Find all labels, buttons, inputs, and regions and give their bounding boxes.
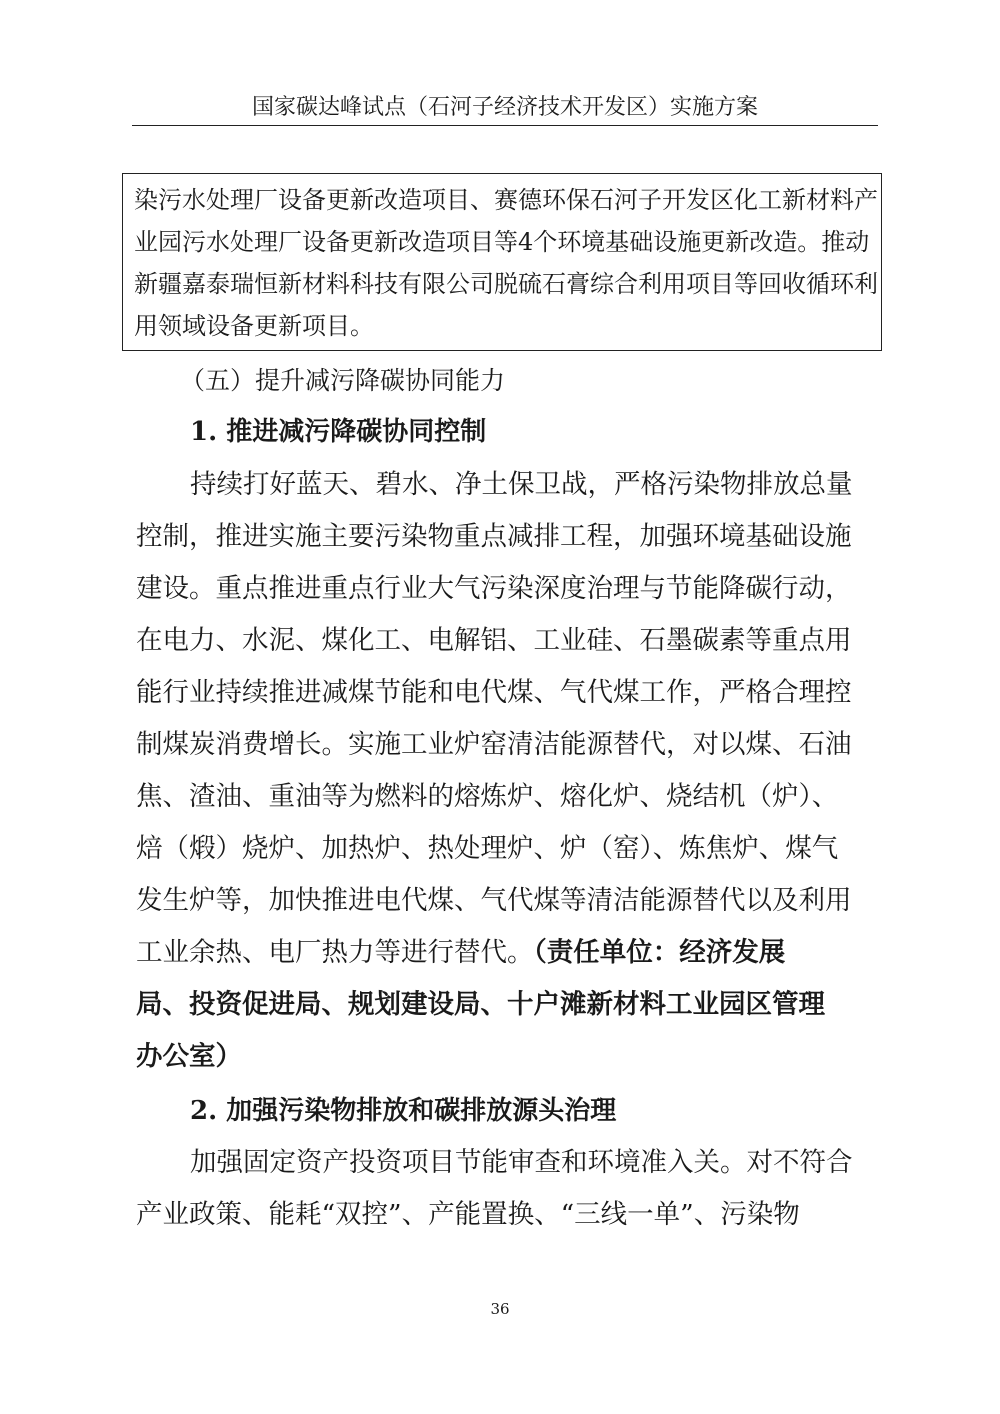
box-line: 业园污水处理厂设备更新改造项目等4个环境基础设施更新改造。推动 [134,228,870,256]
paragraph-line: 焦、渣油、重油等为燃料的熔炼炉、熔化炉、烧结机（炉）、 [136,781,839,812]
subheading-2: 2. 加强污染物排放和碳排放源头治理 [190,1096,617,1126]
paragraph-line: 发生炉等，加快推进电代煤、气代煤等清洁能源替代以及利用 [136,885,852,916]
box-line: 用领域设备更新项目。 [134,312,374,340]
paragraph-line: 建设。重点推进重点行业大气污染深度治理与节能降碳行动， [136,573,852,604]
paragraph-line: 持续打好蓝天、碧水、净土保卫战，严格污染物排放总量 [190,469,853,500]
page-number: 36 [490,1300,510,1318]
responsibility-note: 办公室） [136,1041,242,1072]
header-title: 国家碳达峰试点（石河子经济技术开发区）实施方案 [251,95,758,120]
section-title: （五）提升减污降碳协同能力 [180,366,506,395]
paragraph-line: 产业政策、能耗“双控”、产能置换、“三线一单”、污染物 [136,1199,800,1230]
responsibility-note: 局、投资促进局、规划建设局、十户滩新材料工业园区管理 [136,989,825,1020]
bordered-text-box [122,173,882,351]
paragraph-line: 焙（煅）烧炉、加热炉、热处理炉、炉（窑）、炼焦炉、煤气 [136,833,839,864]
box-line: 新疆嘉泰瑞恒新材料科技有限公司脱硫石膏综合利用项目等回收循环利 [134,270,878,298]
paragraph-text: 工业余热、电厂热力等进行替代。 [136,937,534,968]
header-divider [132,125,878,126]
paragraph-line: 控制，推进实施主要污染物重点减排工程，加强环境基础设施 [136,521,852,552]
subheading-1: 1. 推进减污降碳协同控制 [190,417,487,447]
paragraph-line [136,936,785,970]
paragraph-line: 在电力、水泥、煤化工、电解铝、工业硅、石墨碳素等重点用 [136,625,852,656]
paragraph-line: 加强固定资产投资项目节能审查和环境准入关。对不符合 [190,1147,853,1178]
box-line: 染污水处理厂设备更新改造项目、赛德环保石河子开发区化工新材料产 [134,186,878,214]
responsibility-note: （责任单位：经济发展 [533,937,786,968]
paragraph-line: 制煤炭消费增长。实施工业炉窑清洁能源替代，对以煤、石油 [136,729,852,760]
paragraph-line: 能行业持续推进减煤节能和电代煤、气代煤工作，严格合理控 [136,677,852,708]
